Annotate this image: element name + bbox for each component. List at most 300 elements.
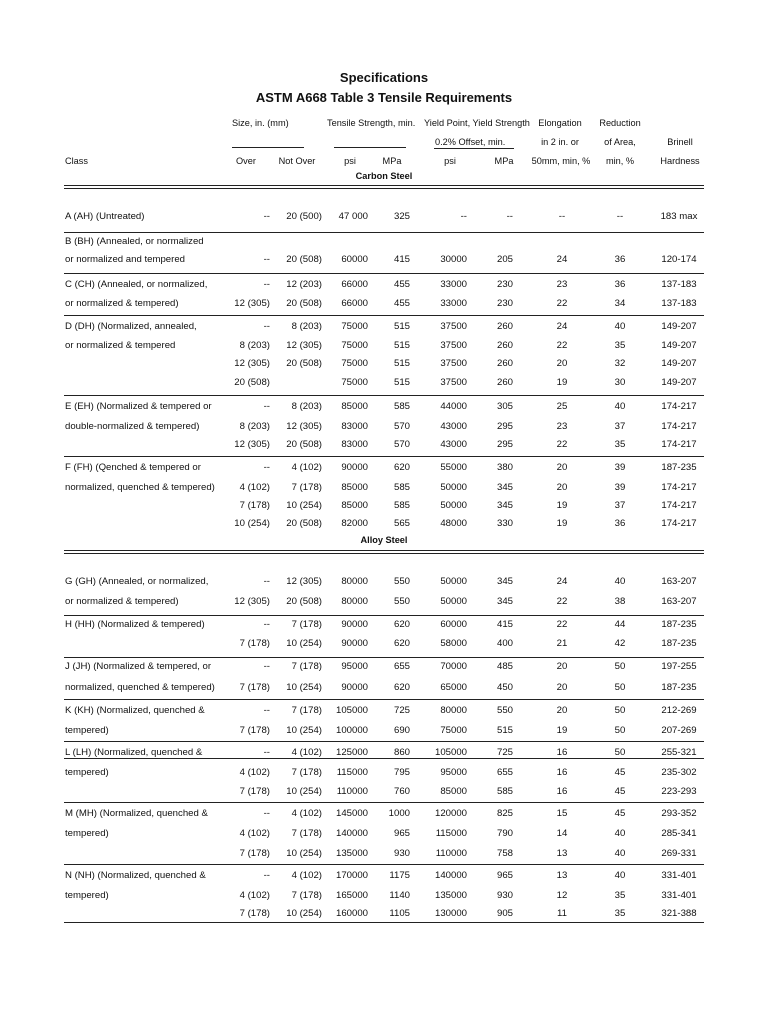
not-over-cell: 7 (178) bbox=[291, 661, 322, 672]
over-cell: -- bbox=[263, 401, 270, 412]
brinell-cell: 149-207 bbox=[661, 377, 697, 388]
class-label: tempered) bbox=[65, 890, 109, 901]
class-header: Class bbox=[65, 156, 88, 166]
tensile-mpa-cell: 1000 bbox=[388, 808, 410, 819]
tensile-psi-cell: 125000 bbox=[335, 747, 368, 758]
yield-mpa-cell: 550 bbox=[496, 705, 513, 716]
over-cell: -- bbox=[263, 619, 270, 630]
not-over-cell: 12 (305) bbox=[286, 576, 322, 587]
tensile-psi-cell: 145000 bbox=[335, 808, 368, 819]
not-over-cell: 4 (102) bbox=[291, 462, 322, 473]
tensile-mpa-cell: 1105 bbox=[389, 908, 410, 919]
tensile-mpa-cell: 620 bbox=[393, 462, 410, 473]
elongation-cell: 20 bbox=[556, 358, 568, 369]
not-over-cell: 8 (203) bbox=[291, 401, 322, 412]
yield-psi-cell: 140000 bbox=[434, 870, 467, 881]
yield-mpa-cell: 295 bbox=[496, 421, 513, 432]
over-cell: 20 (508) bbox=[234, 377, 270, 388]
tensile-psi-cell: 80000 bbox=[341, 576, 368, 587]
not-over-cell: 20 (508) bbox=[286, 254, 322, 265]
brinell-cell: 223-293 bbox=[661, 786, 697, 797]
reduction-cell: 37 bbox=[614, 421, 626, 432]
tensile-mpa-cell: 565 bbox=[393, 518, 410, 529]
not-over-cell: 7 (178) bbox=[291, 705, 322, 716]
elongation-cell: 21 bbox=[556, 638, 568, 649]
over-cell: 4 (102) bbox=[239, 482, 270, 493]
section-rule bbox=[64, 553, 704, 554]
row-separator bbox=[64, 699, 704, 700]
not-over-cell: 8 (203) bbox=[291, 321, 322, 332]
yield-underline bbox=[434, 148, 514, 149]
tensile-psi-cell: 110000 bbox=[336, 786, 368, 797]
elongation-header-3: 50mm, min, % bbox=[531, 156, 591, 166]
tensile-psi-cell: 66000 bbox=[341, 298, 368, 309]
class-label: A (AH) (Untreated) bbox=[65, 211, 145, 222]
page-title: Specifications bbox=[339, 70, 429, 85]
reduction-cell: 45 bbox=[614, 767, 626, 778]
yield-psi-cell: 50000 bbox=[440, 500, 467, 511]
reduction-cell: 50 bbox=[614, 725, 626, 736]
yield-mpa-header: MPa bbox=[494, 156, 514, 166]
reduction-cell: 35 bbox=[614, 340, 626, 351]
elongation-cell: 16 bbox=[556, 767, 568, 778]
over-cell: -- bbox=[263, 462, 270, 473]
row-separator bbox=[64, 315, 704, 316]
yield-mpa-cell: 400 bbox=[496, 638, 513, 649]
yield-psi-cell: 33000 bbox=[440, 279, 467, 290]
yield-mpa-cell: 260 bbox=[496, 340, 513, 351]
reduction-cell: 40 bbox=[614, 321, 626, 332]
carbon-steel-section: Carbon Steel bbox=[355, 171, 413, 181]
reduction-cell: 42 bbox=[614, 638, 626, 649]
tensile-mpa-cell: 585 bbox=[393, 482, 410, 493]
tensile-psi-cell: 85000 bbox=[341, 482, 368, 493]
yield-psi-cell: 105000 bbox=[434, 747, 467, 758]
over-cell: 12 (305) bbox=[234, 358, 270, 369]
tensile-header: Tensile Strength, min. bbox=[327, 118, 416, 128]
elongation-header-2: in 2 in. or bbox=[541, 137, 579, 147]
tensile-mpa-cell: 455 bbox=[393, 279, 410, 290]
tensile-psi-cell: 75000 bbox=[341, 377, 368, 388]
elongation-cell: 14 bbox=[556, 828, 568, 839]
tensile-psi-cell: 90000 bbox=[341, 619, 368, 630]
elongation-cell: 20 bbox=[556, 462, 568, 473]
reduction-cell: 34 bbox=[614, 298, 626, 309]
not-over-cell: 7 (178) bbox=[291, 828, 322, 839]
row-separator bbox=[64, 802, 704, 803]
not-over-cell: 12 (305) bbox=[286, 340, 322, 351]
not-over-cell: 10 (254) bbox=[286, 725, 322, 736]
tensile-psi-cell: 90000 bbox=[341, 462, 368, 473]
elongation-cell: 22 bbox=[556, 619, 568, 630]
tensile-mpa-cell: 620 bbox=[393, 638, 410, 649]
row-separator bbox=[64, 232, 704, 233]
not-over-cell: 12 (203) bbox=[286, 279, 322, 290]
not-over-cell: 20 (508) bbox=[286, 358, 322, 369]
brinell-cell: 137-183 bbox=[661, 279, 697, 290]
reduction-cell: 40 bbox=[614, 848, 626, 859]
tensile-psi-cell: 140000 bbox=[335, 828, 368, 839]
tensile-mpa-cell: 655 bbox=[393, 661, 410, 672]
tensile-mpa-cell: 550 bbox=[393, 576, 410, 587]
reduction-cell: 45 bbox=[614, 786, 626, 797]
row-separator bbox=[64, 922, 704, 923]
elongation-cell: 24 bbox=[556, 254, 568, 265]
tensile-mpa-cell: 965 bbox=[393, 828, 410, 839]
reduction-header: Reduction bbox=[599, 118, 641, 128]
brinell-cell: 293-352 bbox=[661, 808, 697, 819]
size-underline bbox=[232, 147, 304, 148]
yield-psi-cell: 110000 bbox=[435, 848, 467, 859]
brinell-cell: 174-217 bbox=[661, 439, 697, 450]
over-cell: -- bbox=[263, 254, 270, 265]
yield-mpa-cell: 295 bbox=[496, 439, 513, 450]
brinell-cell: 331-401 bbox=[661, 890, 697, 901]
yield-mpa-cell: 485 bbox=[496, 661, 513, 672]
over-cell: -- bbox=[263, 808, 270, 819]
reduction-cell: 32 bbox=[614, 358, 626, 369]
not-over-cell: 4 (102) bbox=[291, 870, 322, 881]
tensile-mpa-cell: 795 bbox=[393, 767, 410, 778]
yield-psi-cell: 130000 bbox=[434, 908, 467, 919]
brinell-cell: 207-269 bbox=[661, 725, 697, 736]
over-cell: 8 (203) bbox=[239, 340, 270, 351]
brinell-cell: 187-235 bbox=[661, 619, 697, 630]
brinell-cell: 269-331 bbox=[661, 848, 697, 859]
tensile-mpa-cell: 690 bbox=[393, 725, 410, 736]
tensile-psi-cell: 90000 bbox=[341, 638, 368, 649]
tensile-mpa-cell: 620 bbox=[393, 682, 410, 693]
yield-psi-cell: 55000 bbox=[440, 462, 467, 473]
yield-psi-cell: 115000 bbox=[435, 828, 467, 839]
elongation-cell: 19 bbox=[556, 377, 568, 388]
elongation-cell: 19 bbox=[556, 518, 568, 529]
size-header: Size, in. (mm) bbox=[232, 118, 289, 128]
over-cell: 12 (305) bbox=[234, 439, 270, 450]
not-over-cell: 20 (508) bbox=[286, 298, 322, 309]
tensile-psi-cell: 85000 bbox=[341, 500, 368, 511]
tensile-mpa-cell: 515 bbox=[393, 358, 410, 369]
class-label: L (LH) (Normalized, quenched & bbox=[65, 747, 203, 758]
tensile-mpa-cell: 415 bbox=[393, 254, 410, 265]
yield-offset-header: 0.2% Offset, min. bbox=[435, 137, 506, 147]
over-header: Over bbox=[236, 156, 256, 166]
elongation-cell: 23 bbox=[556, 421, 568, 432]
hardness-header: Hardness bbox=[660, 156, 700, 166]
yield-psi-cell: 80000 bbox=[440, 705, 467, 716]
reduction-cell: 40 bbox=[614, 870, 626, 881]
not-over-cell: 10 (254) bbox=[286, 848, 322, 859]
row-separator bbox=[64, 741, 704, 742]
yield-mpa-cell: -- bbox=[506, 211, 513, 222]
psi-header: psi bbox=[344, 156, 356, 166]
yield-psi-cell: 43000 bbox=[440, 439, 467, 450]
tensile-psi-cell: 75000 bbox=[341, 321, 368, 332]
section-rule bbox=[64, 185, 704, 186]
reduction-header-3: min, % bbox=[605, 156, 635, 166]
brinell-cell: 235-302 bbox=[661, 767, 697, 778]
over-cell: -- bbox=[263, 321, 270, 332]
tensile-psi-cell: 66000 bbox=[341, 279, 368, 290]
alloy-steel-section: Alloy Steel bbox=[360, 535, 408, 545]
yield-mpa-cell: 260 bbox=[496, 377, 513, 388]
brinell-cell: 174-217 bbox=[661, 500, 697, 511]
yield-psi-cell: 75000 bbox=[440, 725, 467, 736]
tensile-psi-cell: 115000 bbox=[336, 767, 368, 778]
elongation-cell: 11 bbox=[557, 908, 567, 919]
yield-psi-cell: 30000 bbox=[440, 254, 467, 265]
class-label: or normalized & tempered) bbox=[65, 596, 179, 607]
over-cell: 7 (178) bbox=[239, 638, 270, 649]
reduction-cell: -- bbox=[616, 211, 624, 222]
class-label: normalized, quenched & tempered) bbox=[65, 482, 215, 493]
tensile-psi-cell: 83000 bbox=[341, 421, 368, 432]
tensile-psi-cell: 90000 bbox=[341, 682, 368, 693]
over-cell: 7 (178) bbox=[239, 682, 270, 693]
yield-mpa-cell: 965 bbox=[496, 870, 513, 881]
not-over-cell: 7 (178) bbox=[291, 767, 322, 778]
elongation-cell: 13 bbox=[556, 848, 568, 859]
class-label: tempered) bbox=[65, 725, 109, 736]
yield-mpa-cell: 655 bbox=[496, 767, 513, 778]
yield-mpa-cell: 725 bbox=[496, 747, 513, 758]
tensile-psi-cell: 47 000 bbox=[338, 211, 368, 222]
tensile-psi-cell: 80000 bbox=[341, 596, 368, 607]
class-label: M (MH) (Normalized, quenched & bbox=[65, 808, 208, 819]
not-over-cell: 20 (508) bbox=[286, 518, 322, 529]
class-label: E (EH) (Normalized & tempered or bbox=[65, 401, 212, 412]
brinell-cell: 120-174 bbox=[661, 254, 697, 265]
tensile-psi-cell: 60000 bbox=[341, 254, 368, 265]
reduction-cell: 39 bbox=[614, 462, 626, 473]
class-label: G (GH) (Annealed, or normalized, bbox=[65, 576, 209, 587]
yield-psi-cell: 50000 bbox=[440, 576, 467, 587]
reduction-cell: 36 bbox=[614, 518, 626, 529]
not-over-cell: 7 (178) bbox=[291, 890, 322, 901]
yield-mpa-cell: 345 bbox=[496, 576, 513, 587]
not-over-cell: 4 (102) bbox=[291, 747, 322, 758]
tensile-psi-cell: 75000 bbox=[341, 340, 368, 351]
over-cell: -- bbox=[263, 870, 270, 881]
row-separator bbox=[64, 615, 704, 616]
class-label: or normalized and tempered bbox=[65, 254, 185, 265]
yield-psi-cell: 33000 bbox=[440, 298, 467, 309]
yield-psi-cell: 44000 bbox=[440, 401, 467, 412]
class-label: or normalized & tempered bbox=[65, 340, 176, 351]
tensile-psi-cell: 135000 bbox=[335, 848, 368, 859]
tensile-psi-cell: 95000 bbox=[341, 661, 368, 672]
reduction-cell: 50 bbox=[614, 682, 626, 693]
brinell-cell: 187-235 bbox=[661, 462, 697, 473]
elongation-cell: 22 bbox=[556, 340, 568, 351]
not-over-cell: 7 (178) bbox=[291, 482, 322, 493]
yield-psi-cell: 135000 bbox=[434, 890, 467, 901]
reduction-cell: 35 bbox=[614, 439, 626, 450]
not-over-cell: 20 (508) bbox=[286, 596, 322, 607]
brinell-cell: 149-207 bbox=[661, 340, 697, 351]
section-rule bbox=[64, 188, 704, 189]
elongation-cell: 22 bbox=[556, 298, 568, 309]
yield-mpa-cell: 450 bbox=[496, 682, 513, 693]
tensile-mpa-cell: 515 bbox=[393, 321, 410, 332]
yield-header: Yield Point, Yield Strength bbox=[424, 118, 530, 128]
over-cell: 4 (102) bbox=[239, 828, 270, 839]
reduction-cell: 36 bbox=[614, 254, 626, 265]
row-separator bbox=[64, 395, 704, 396]
class-label: F (FH) (Qenched & tempered or bbox=[65, 462, 201, 473]
yield-psi-header: psi bbox=[444, 156, 456, 166]
yield-mpa-cell: 345 bbox=[496, 596, 513, 607]
not-over-cell: 20 (508) bbox=[286, 439, 322, 450]
class-label: D (DH) (Normalized, annealed, bbox=[65, 321, 197, 332]
elongation-cell: 20 bbox=[556, 705, 568, 716]
yield-psi-cell: 50000 bbox=[440, 482, 467, 493]
yield-mpa-cell: 205 bbox=[496, 254, 513, 265]
tensile-mpa-cell: 760 bbox=[393, 786, 410, 797]
yield-mpa-cell: 758 bbox=[496, 848, 513, 859]
tensile-psi-cell: 165000 bbox=[335, 890, 368, 901]
reduction-cell: 35 bbox=[614, 908, 626, 919]
tensile-psi-cell: 75000 bbox=[341, 358, 368, 369]
yield-psi-cell: 43000 bbox=[440, 421, 467, 432]
brinell-cell: 174-217 bbox=[661, 401, 697, 412]
yield-mpa-cell: 260 bbox=[496, 321, 513, 332]
class-label: or normalized & tempered) bbox=[65, 298, 179, 309]
tensile-mpa-cell: 515 bbox=[393, 377, 410, 388]
over-cell: -- bbox=[263, 211, 270, 222]
reduction-cell: 50 bbox=[614, 747, 626, 758]
not-over-cell: 20 (500) bbox=[286, 211, 322, 222]
yield-mpa-cell: 585 bbox=[496, 786, 513, 797]
row-separator bbox=[64, 758, 704, 759]
brinell-cell: 285-341 bbox=[661, 828, 697, 839]
tensile-psi-cell: 160000 bbox=[335, 908, 368, 919]
yield-psi-cell: 70000 bbox=[440, 661, 467, 672]
reduction-cell: 40 bbox=[614, 576, 626, 587]
yield-mpa-cell: 825 bbox=[496, 808, 513, 819]
yield-psi-cell: 58000 bbox=[440, 638, 467, 649]
brinell-cell: 183 max bbox=[660, 211, 698, 222]
brinell-cell: 331-401 bbox=[661, 870, 697, 881]
class-label: C (CH) (Annealed, or normalized, bbox=[65, 279, 208, 290]
brinell-cell: 174-217 bbox=[661, 518, 697, 529]
over-cell: -- bbox=[263, 705, 270, 716]
row-separator bbox=[64, 273, 704, 274]
brinell-cell: 197-255 bbox=[661, 661, 697, 672]
reduction-cell: 50 bbox=[614, 661, 626, 672]
elongation-cell: 16 bbox=[556, 786, 568, 797]
yield-psi-cell: 60000 bbox=[440, 619, 467, 630]
brinell-header: Brinell bbox=[667, 137, 693, 147]
over-cell: -- bbox=[263, 747, 270, 758]
yield-psi-cell: 37500 bbox=[440, 358, 467, 369]
over-cell: 7 (178) bbox=[239, 848, 270, 859]
yield-psi-cell: 48000 bbox=[440, 518, 467, 529]
class-label: tempered) bbox=[65, 767, 109, 778]
yield-psi-cell: 85000 bbox=[440, 786, 467, 797]
reduction-cell: 37 bbox=[614, 500, 626, 511]
over-cell: 12 (305) bbox=[234, 596, 270, 607]
brinell-cell: 212-269 bbox=[661, 705, 697, 716]
tensile-mpa-cell: 325 bbox=[393, 211, 410, 222]
over-cell: -- bbox=[263, 661, 270, 672]
over-cell: 12 (305) bbox=[234, 298, 270, 309]
yield-psi-cell: 37500 bbox=[440, 340, 467, 351]
tensile-mpa-cell: 585 bbox=[393, 500, 410, 511]
not-over-cell: 7 (178) bbox=[291, 619, 322, 630]
tensile-mpa-cell: 570 bbox=[393, 421, 410, 432]
yield-psi-cell: -- bbox=[460, 211, 467, 222]
reduction-cell: 40 bbox=[614, 828, 626, 839]
reduction-cell: 45 bbox=[614, 808, 626, 819]
elongation-cell: 16 bbox=[556, 747, 568, 758]
reduction-cell: 40 bbox=[614, 401, 626, 412]
brinell-cell: 255-321 bbox=[661, 747, 697, 758]
not-over-cell: 10 (254) bbox=[286, 500, 322, 511]
yield-mpa-cell: 230 bbox=[496, 279, 513, 290]
elongation-cell: 25 bbox=[556, 401, 568, 412]
brinell-cell: 174-217 bbox=[661, 421, 697, 432]
yield-mpa-cell: 905 bbox=[496, 908, 513, 919]
class-label: tempered) bbox=[65, 828, 109, 839]
not-over-cell: 10 (254) bbox=[286, 638, 322, 649]
over-cell: -- bbox=[263, 279, 270, 290]
not-over-header: Not Over bbox=[278, 156, 316, 166]
brinell-cell: 137-183 bbox=[661, 298, 697, 309]
row-separator bbox=[64, 657, 704, 658]
yield-psi-cell: 37500 bbox=[440, 377, 467, 388]
reduction-cell: 30 bbox=[614, 377, 626, 388]
elongation-cell: 12 bbox=[556, 890, 568, 901]
yield-mpa-cell: 330 bbox=[496, 518, 513, 529]
class-label: B (BH) (Annealed, or normalized bbox=[65, 236, 204, 247]
elongation-cell: 19 bbox=[556, 500, 568, 511]
tensile-psi-cell: 85000 bbox=[341, 401, 368, 412]
elongation-cell: -- bbox=[558, 211, 566, 222]
reduction-cell: 35 bbox=[614, 890, 626, 901]
brinell-cell: 321-388 bbox=[661, 908, 697, 919]
brinell-cell: 149-207 bbox=[661, 358, 697, 369]
tensile-psi-cell: 83000 bbox=[341, 439, 368, 450]
elongation-header: Elongation bbox=[538, 118, 582, 128]
elongation-cell: 13 bbox=[556, 870, 568, 881]
elongation-cell: 19 bbox=[556, 725, 568, 736]
class-label: J (JH) (Normalized & tempered, or bbox=[65, 661, 212, 672]
yield-mpa-cell: 345 bbox=[496, 482, 513, 493]
elongation-cell: 20 bbox=[556, 682, 568, 693]
tensile-mpa-cell: 725 bbox=[393, 705, 410, 716]
yield-psi-cell: 120000 bbox=[434, 808, 467, 819]
reduction-header-2: of Area, bbox=[604, 137, 636, 147]
tensile-mpa-cell: 585 bbox=[393, 401, 410, 412]
over-cell: 4 (102) bbox=[239, 767, 270, 778]
brinell-cell: 163-207 bbox=[661, 596, 697, 607]
brinell-cell: 187-235 bbox=[661, 638, 697, 649]
mpa-header: MPa bbox=[382, 156, 402, 166]
reduction-cell: 38 bbox=[614, 596, 626, 607]
elongation-cell: 20 bbox=[556, 661, 568, 672]
brinell-cell: 187-235 bbox=[661, 682, 697, 693]
yield-mpa-cell: 230 bbox=[496, 298, 513, 309]
row-separator bbox=[64, 456, 704, 457]
row-separator bbox=[64, 864, 704, 865]
yield-psi-cell: 95000 bbox=[440, 767, 467, 778]
tensile-underline bbox=[334, 147, 406, 148]
table-title: ASTM A668 Table 3 Tensile Requirements bbox=[255, 90, 513, 105]
elongation-cell: 22 bbox=[556, 439, 568, 450]
elongation-cell: 22 bbox=[556, 596, 568, 607]
yield-mpa-cell: 380 bbox=[496, 462, 513, 473]
